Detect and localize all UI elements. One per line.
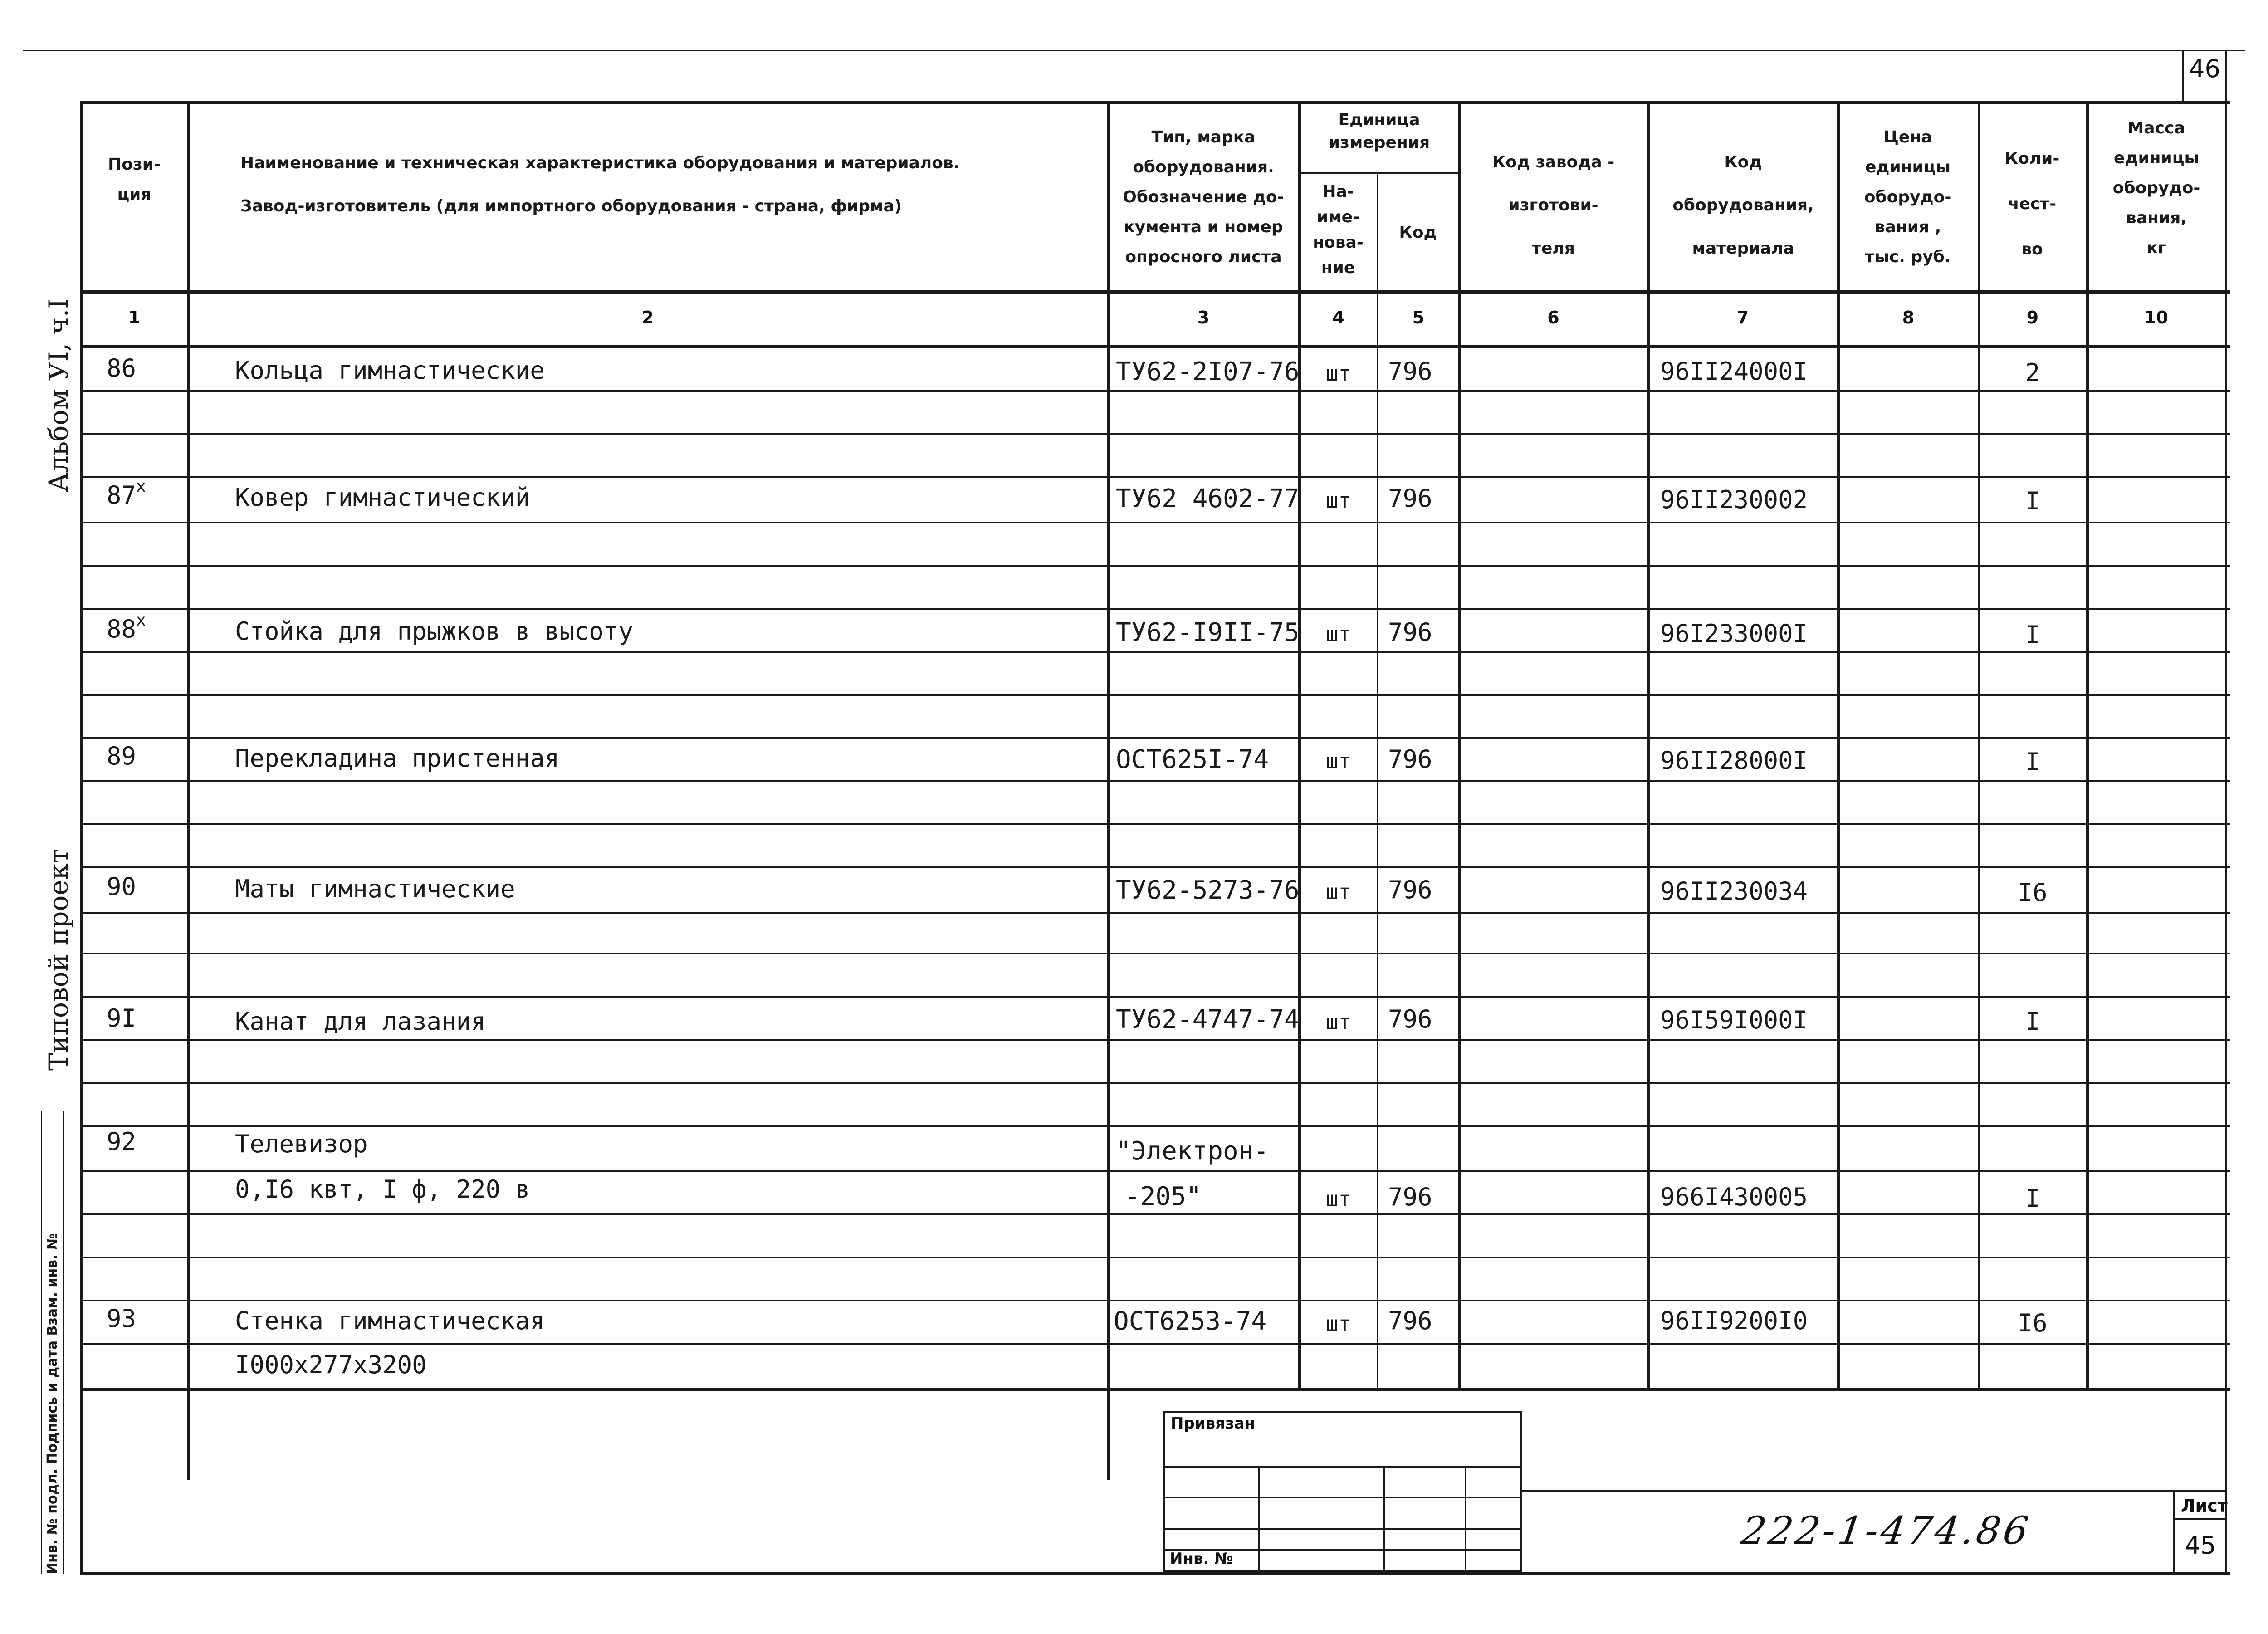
table-row-unit: шт: [1325, 1311, 1351, 1336]
header-factory-code: Код завода - изготови- теля: [1492, 153, 1615, 258]
header-type: Тип, марка оборудования. Обозначение до- кумента и номер опросного листа: [1123, 128, 1284, 266]
table-row-name: Стенка гимнастическая: [235, 1306, 545, 1335]
table-row-position: 89: [107, 742, 137, 770]
column-number: 8: [1902, 308, 1915, 328]
table-row-unit-code: 796: [1388, 745, 1432, 773]
header-unit-name: На- име- нова- ние: [1313, 182, 1364, 277]
table-row-unit: шт: [1325, 880, 1351, 904]
table-row-type: ТУ62-5273-76: [1116, 876, 1300, 905]
table-row-quantity: I: [2025, 1007, 2040, 1036]
table-row-equipment-code: 966I430005: [1660, 1183, 1808, 1211]
table-row-name: Телевизор: [235, 1130, 368, 1158]
table-row-unit: шт: [1325, 622, 1351, 646]
column-number: 2: [641, 308, 654, 328]
table-row-position: 9I: [107, 1004, 137, 1032]
column-number: 3: [1197, 308, 1210, 328]
table-row-name: Маты гимнастические: [235, 875, 515, 903]
table-row-quantity: I6: [2018, 1309, 2048, 1337]
header-unit: Единица измерения: [1328, 111, 1430, 152]
table-row-unit-code: 796: [1388, 357, 1432, 386]
table-row-name: Стойка для прыжков в высоту: [235, 617, 633, 646]
table-row-position: 87$^x$: [107, 477, 146, 509]
table-row-type: ОСТ625I-74: [1116, 745, 1269, 774]
table-row-unit: шт: [1325, 361, 1351, 386]
header-quantity: Коли- чест- во: [2004, 149, 2060, 259]
column-number: 9: [2026, 308, 2039, 328]
header-price: Цена единицы оборудо- вания , тыс. руб.: [1864, 128, 1952, 266]
table-row-type: "Электрон-: [1116, 1136, 1269, 1166]
column-number: 7: [1736, 308, 1749, 328]
header-mass: Масса единицы оборудо- вания, кг: [2112, 119, 2200, 257]
sheet-number: 45: [2185, 1531, 2216, 1560]
sheet-box: [2173, 1490, 2228, 1572]
document-code: 222-1-474.86: [1739, 1508, 2034, 1553]
table-row-unit: шт: [1325, 488, 1351, 513]
column-number: 6: [1547, 308, 1559, 328]
table-row-quantity: I6: [2018, 878, 2048, 907]
table-row-equipment-code: 96II9200I0: [1660, 1306, 1808, 1335]
table-row-quantity: I: [2025, 487, 2040, 515]
table-row-type: ТУ62-4747-74: [1116, 1005, 1300, 1034]
sheet-label: Лист: [2181, 1496, 2228, 1516]
table-row-name-detail: I000х277х3200: [235, 1350, 427, 1379]
table-row-type-detail: -205": [1125, 1182, 1202, 1211]
stamp-inv-label: Инв. №: [1170, 1550, 1233, 1568]
column-number: 1: [128, 308, 141, 328]
table-row-type: ТУ62-2I07-76: [1116, 357, 1300, 386]
header-name: Наименование и техническая характеристика оборудования и материалов. Завод-изготовитель (для импортного оборудования - страна, фирма): [240, 154, 960, 215]
table-row-type: ТУ62 4602-77: [1116, 484, 1300, 514]
table-row-position: 88$^x$: [107, 611, 146, 643]
table-row-equipment-code: 96II24000I: [1660, 357, 1808, 386]
binding-stamp: [1163, 1411, 1522, 1572]
column-number: 4: [1332, 308, 1344, 328]
table-row-position: 86: [107, 354, 137, 382]
table-row-unit-code: 796: [1388, 1005, 1432, 1033]
table-row-name: Ковер гимнастический: [235, 483, 530, 512]
column-number: 5: [1412, 308, 1425, 328]
table-row-unit-code: 796: [1388, 1183, 1432, 1211]
header-position: Пози- ция: [108, 155, 161, 204]
stamp-tied-label: Привязан: [1171, 1414, 1256, 1433]
table-row-unit: шт: [1325, 1010, 1351, 1034]
revision-mark: x: [136, 477, 146, 496]
table-row-quantity: I: [2025, 1184, 2040, 1213]
table-row-unit-code: 796: [1388, 618, 1432, 646]
project-label: Типовой проект: [43, 849, 74, 1071]
revision-mark: x: [136, 611, 146, 630]
table-row-position: 92: [107, 1127, 137, 1156]
table-row-equipment-code: 96I59I000I: [1660, 1006, 1808, 1034]
table-row-unit: шт: [1325, 1187, 1351, 1211]
table-row-position: 90: [107, 872, 137, 901]
table-row-equipment-code: 96II230002: [1660, 485, 1808, 514]
table-row-type: ТУ62-I9II-75: [1116, 618, 1300, 647]
album-label: Альбом УI, ч.I: [43, 298, 74, 492]
header-unit-code: Код: [1399, 223, 1437, 242]
stamp-strip-label: Инв. № подл. Подпись и дата Взам. инв. №: [44, 1233, 60, 1574]
table-row-unit-code: 796: [1388, 1306, 1432, 1335]
page-top-number: 46: [2189, 54, 2220, 83]
table-row-equipment-code: 96II230034: [1660, 877, 1808, 905]
table-row-equipment-code: 96I233000I: [1660, 619, 1808, 648]
table-row-quantity: I: [2025, 748, 2040, 776]
column-number: 10: [2144, 308, 2168, 328]
table-row-quantity: 2: [2025, 358, 2040, 387]
table-row-name: Канат для лазания: [235, 1007, 486, 1036]
table-row-position: 93: [107, 1304, 137, 1333]
table-row-unit-code: 796: [1388, 484, 1432, 513]
table-row-unit-code: 796: [1388, 876, 1432, 904]
table-row-name: Перекладина пристенная: [235, 744, 560, 773]
table-row-equipment-code: 96II28000I: [1660, 746, 1808, 775]
header-equipment-code: Код оборудования, материала: [1672, 153, 1814, 258]
table-row-name-detail: 0,I6 квт, I ф, 220 в: [235, 1175, 530, 1203]
table-row-unit: шт: [1325, 749, 1351, 773]
table-row-name: Кольца гимнастические: [235, 356, 545, 385]
table-row-quantity: I: [2025, 621, 2040, 649]
table-row-type: ОСТ6253-74: [1114, 1306, 1267, 1336]
